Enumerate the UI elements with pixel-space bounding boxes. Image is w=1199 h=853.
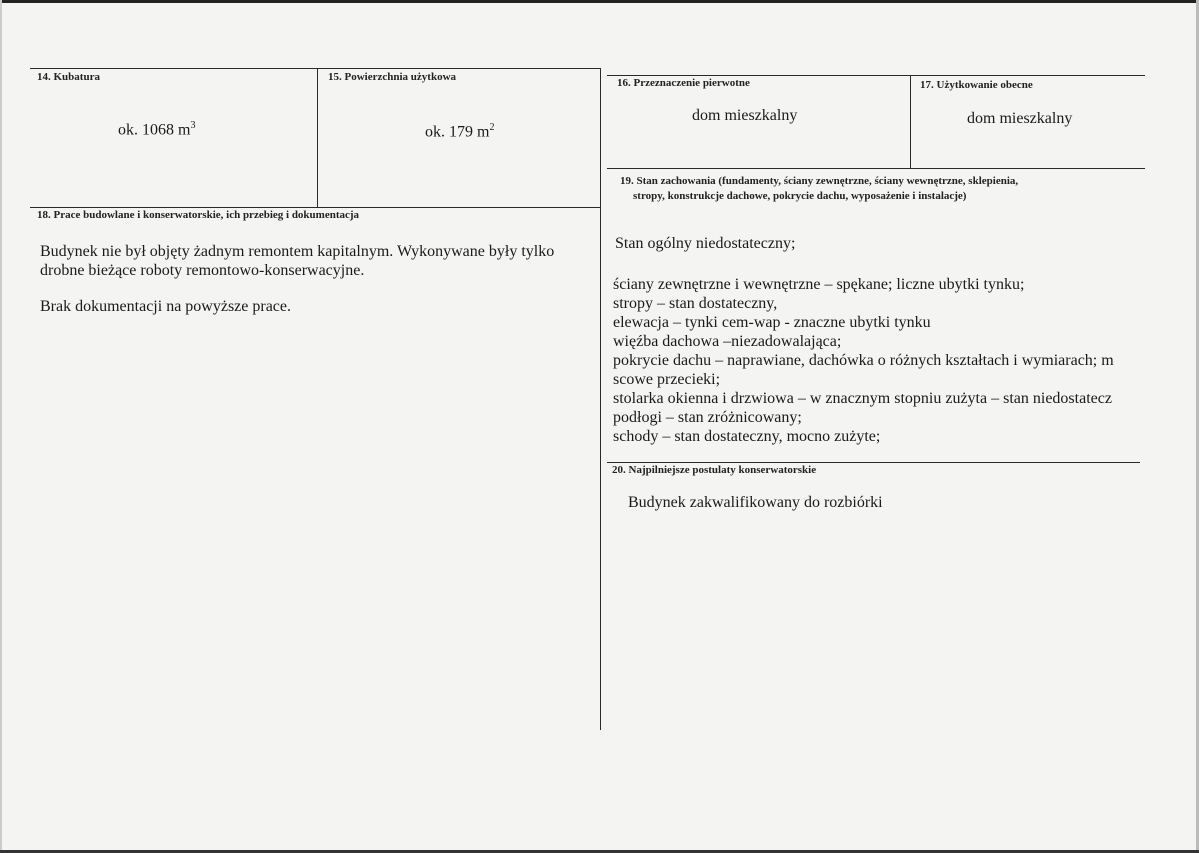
field-17-value: dom mieszkalny [967,110,1073,127]
rule-top-left [30,68,600,69]
field-19-line: elewacja – tynki cem-wap - znaczne ubytki tynku [613,314,931,331]
field-19-label [620,174,1018,204]
field-19-line: scowe przecieki; [613,371,721,388]
field-19-label-line2: stropy, konstrukcje dachowe, pokrycie dachu, wyposażenie i instalacje) [633,190,967,202]
field-19-line: podłogi – stan zróżnicowany; [613,409,802,426]
field-14-label: 14. Kubatura [37,71,100,83]
field-18-label: 18. Prace budowlane i konserwatorskie, ich przebieg i dokumentacja [37,209,360,221]
field-18-line: drobne bieżące roboty remontowo-konserwacyjne. [40,262,365,279]
field-19-general: Stan ogólny niedostateczny; [615,235,796,252]
rule-top-right [607,75,1145,76]
field-19-line: więźba dachowa –niezadowalająca; [613,333,842,350]
field-19-line: stolarka okienna i drzwiowa – w znacznym stopniu zużyta – stan niedostatecz [613,390,1112,407]
field-18-line: Budynek nie był objęty żadnym remontem kapitalnym. Wykonywane były tylko [40,243,555,260]
kubatura-value: ok. 1068 m [118,121,191,139]
field-19-line: stropy – stan dostateczny, [613,295,778,312]
divider-14-15 [317,68,318,208]
area-value: ok. 179 m [425,123,490,141]
field-17-label: 17. Użytkowanie obecne [920,79,1033,91]
field-20-value: Budynek zakwalifikowany do rozbiórki [628,494,883,511]
field-19-details [613,275,1143,446]
rule-20 [607,462,1140,463]
scan-edge-left [0,0,2,853]
rule-18 [30,207,600,208]
field-19-line: ściany zewnętrzne i wewnętrzne – spękane; liczne ubytki tynku; [613,276,1025,293]
scan-edge-top [0,0,1199,3]
field-15-value [425,122,494,141]
field-19-line: pokrycie dachu – naprawiane, dachówka o różnych kształtach i wymiarach; m [613,352,1114,369]
field-16-label: 16. Przeznaczenie pierwotne [617,77,750,89]
divider-16-17 [910,75,911,168]
field-19-label-line1: 19. Stan zachowania (fundamenty, ściany zewnętrzne, ściany wewnętrzne, sklepienia, [620,175,1019,187]
field-18-text [40,242,598,316]
field-20-label: 20. Najpilniejsze postulaty konserwatorskie [612,464,817,476]
area-exponent: 2 [489,122,495,133]
field-15-label: 15. Powierzchnia użytkowa [328,71,457,83]
field-16-value: dom mieszkalny [692,107,798,124]
field-14-value [118,120,195,139]
field-18-note: Brak dokumentacji na powyższe prace. [40,298,292,315]
divider-main [600,68,601,730]
rule-19 [607,168,1145,169]
kubatura-exponent: 3 [190,120,196,131]
field-19-line: schody – stan dostateczny, mocno zużyte; [613,428,881,445]
